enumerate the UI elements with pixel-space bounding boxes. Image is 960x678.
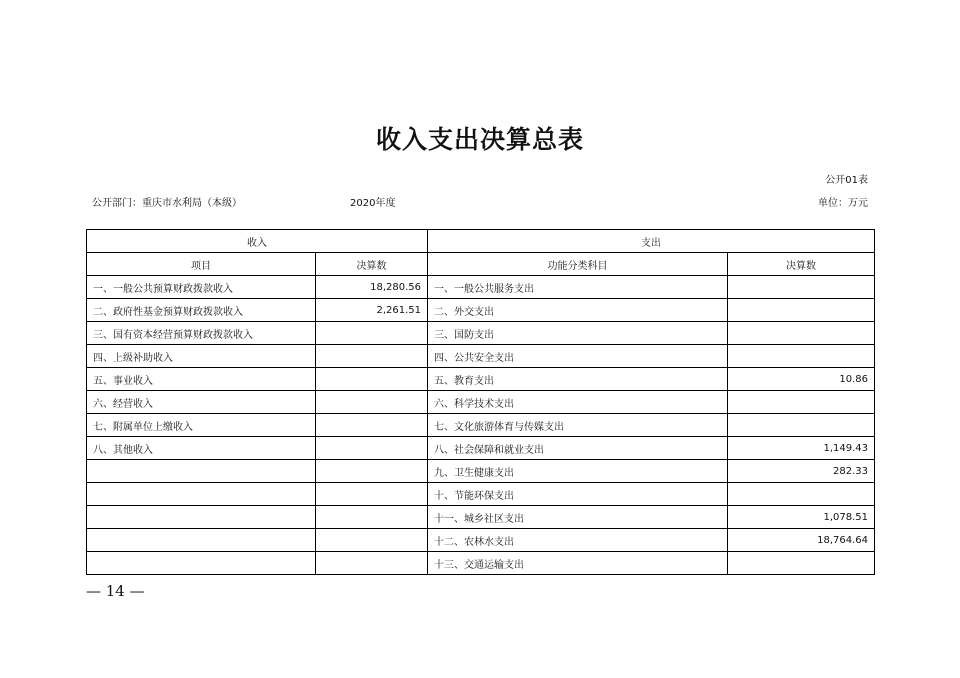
- table-row: [87, 529, 875, 552]
- income-item-cell: 四、上级补助收入: [87, 345, 316, 368]
- table-row: [87, 368, 875, 391]
- expense-amount-cell: 1,078.51: [728, 506, 875, 529]
- expense-item-cell: 一、一般公共服务支出: [428, 276, 728, 299]
- income-amount-cell: [316, 529, 428, 552]
- income-item-cell: [87, 552, 316, 575]
- expense-item-cell: 五、教育支出: [428, 368, 728, 391]
- income-item-cell: [87, 483, 316, 506]
- expense-amount-cell: 282.33: [728, 460, 875, 483]
- expense-amount-cell: [728, 414, 875, 437]
- table-group-header-row: [87, 230, 875, 253]
- table-row: [87, 552, 875, 575]
- expense-item-cell: 十、节能环保支出: [428, 483, 728, 506]
- expense-item-cell: 十三、交通运输支出: [428, 552, 728, 575]
- income-item-cell: 七、附属单位上缴收入: [87, 414, 316, 437]
- income-amount-cell: [316, 437, 428, 460]
- col-function-header: 功能分类科目: [428, 253, 728, 276]
- col-income-amount-header: 决算数: [316, 253, 428, 276]
- expense-item-cell: 十二、农林水支出: [428, 529, 728, 552]
- table-row: [87, 460, 875, 483]
- income-amount-cell: [316, 483, 428, 506]
- income-item-cell: [87, 460, 316, 483]
- income-amount-cell: [316, 506, 428, 529]
- table-column-header-row: [87, 253, 875, 276]
- expense-item-cell: 二、外交支出: [428, 299, 728, 322]
- year-label: 2020年度: [350, 198, 396, 209]
- table-row: [87, 437, 875, 460]
- income-item-cell: 三、国有资本经营预算财政拨款收入: [87, 322, 316, 345]
- expense-amount-cell: [728, 391, 875, 414]
- budget-summary-table: [86, 229, 875, 575]
- income-item-cell: 一、一般公共预算财政拨款收入: [87, 276, 316, 299]
- income-item-cell: [87, 506, 316, 529]
- expense-item-cell: 九、卫生健康支出: [428, 460, 728, 483]
- page-number: — 14 —: [86, 582, 145, 600]
- income-amount-cell: 2,261.51: [316, 299, 428, 322]
- table-row: [87, 391, 875, 414]
- expense-item-cell: 八、社会保障和就业支出: [428, 437, 728, 460]
- table-row: [87, 299, 875, 322]
- expense-amount-cell: [728, 552, 875, 575]
- expense-item-cell: 七、文化旅游体育与传媒支出: [428, 414, 728, 437]
- table-row: [87, 483, 875, 506]
- table-row: [87, 414, 875, 437]
- expense-amount-cell: [728, 483, 875, 506]
- income-amount-cell: 18,280.56: [316, 276, 428, 299]
- expense-item-cell: 六、科学技术支出: [428, 391, 728, 414]
- table-body: [87, 276, 875, 575]
- income-item-cell: 二、政府性基金预算财政拨款收入: [87, 299, 316, 322]
- table-row: [87, 506, 875, 529]
- income-item-cell: 六、经营收入: [87, 391, 316, 414]
- income-amount-cell: [316, 552, 428, 575]
- income-amount-cell: [316, 322, 428, 345]
- expense-amount-cell: [728, 276, 875, 299]
- expense-header: 支出: [428, 230, 875, 253]
- income-amount-cell: [316, 414, 428, 437]
- income-item-cell: [87, 529, 316, 552]
- expense-amount-cell: [728, 345, 875, 368]
- col-expense-amount-header: 决算数: [728, 253, 875, 276]
- document-title: 收入支出决算总表: [375, 125, 584, 154]
- expense-amount-cell: 1,149.43: [728, 437, 875, 460]
- expense-amount-cell: 10.86: [728, 368, 875, 391]
- table-row: [87, 345, 875, 368]
- income-item-cell: 五、事业收入: [87, 368, 316, 391]
- expense-item-cell: 四、公共安全支出: [428, 345, 728, 368]
- table-row: [87, 276, 875, 299]
- income-amount-cell: [316, 460, 428, 483]
- expense-item-cell: 三、国防支出: [428, 322, 728, 345]
- department-label: 公开部门：重庆市水利局（本级）: [92, 198, 242, 209]
- table-row: [87, 322, 875, 345]
- income-item-cell: 八、其他收入: [87, 437, 316, 460]
- expense-amount-cell: [728, 299, 875, 322]
- income-amount-cell: [316, 391, 428, 414]
- col-item-header: 项目: [87, 253, 316, 276]
- income-header: 收入: [87, 230, 428, 253]
- income-amount-cell: [316, 368, 428, 391]
- unit-label: 单位：万元: [818, 198, 868, 209]
- income-amount-cell: [316, 345, 428, 368]
- form-code: 公开01表: [825, 175, 868, 186]
- expense-amount-cell: 18,764.64: [728, 529, 875, 552]
- expense-item-cell: 十一、城乡社区支出: [428, 506, 728, 529]
- expense-amount-cell: [728, 322, 875, 345]
